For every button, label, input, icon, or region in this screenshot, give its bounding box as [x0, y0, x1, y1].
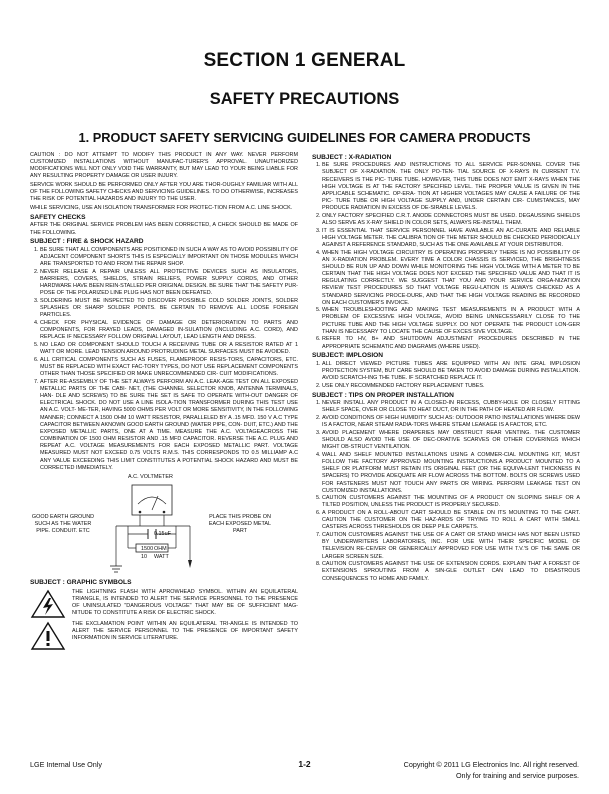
list-item: 8. CAUTION CUSTOMERS AGAINST THE USE OF EXTENSION CORDS. EXPLAIN THAT A FOREST OF EXTENSIONS SPROUTING FROM A SIN-GLE OUTLET CAN LEAD TO DISASTROUS CONSEQUENCES TO HOME AND FAMILY.	[322, 561, 580, 582]
list-item: 2. USE ONLY RECOMMENDED FACTORY REPLACEMENT TUBES.	[322, 383, 580, 390]
isolation-paragraph: WHILE SERVICING, USE AN ISOLATION TRANSFORMER FOR PROTEC-TION FROM A.C. LINE SHOCK.	[30, 205, 293, 212]
voltmeter-terminal	[163, 511, 166, 514]
right-column	[312, 152, 580, 584]
graphic-symbols-heading: SUBJECT : GRAPHIC SYMBOLS	[30, 579, 132, 587]
lightning-warning-icon	[30, 589, 66, 619]
lightning-symbol-text: THE LIGHTNING FLASH WITH APROWHEAD SYMBOL. WITHIN AN EQUILATERAL TRIANGLE, IS INTENDED TO ALERT THE SERVICE PERSONNEL TO THE PRESENCE OF UNINSULATED "DANGEROUS VOLTAGE" THAT MAY BE OF SUFFICIENT MAG-NITUDE TO CONSTITUTE A RISK OF ELECTRIC SHOCK.	[72, 588, 298, 616]
caution-paragraph: CAUTION : DO NOT ATTEMPT TO MODIFY THIS PRODUCT IN ANY WAY. NEVER PERFORM CUSTOMIZED INSTALLATIONS WITHOUT MANUFAC-TURER'S APPROVAL. UNAUTHORIZED MODIFICATIONS WILL NOT ONLY VOID THE WARRANTY, BUT MAY LEAD TO YOUR BEING LIABLE FOR ANY RESULTING PROPERTY DAMAGE OR USER INJURY.	[30, 152, 298, 180]
voltmeter-body	[132, 485, 172, 515]
list-item: 5. CAUTION CUSTOMERS AGAINST THE MOUNTING OF A PRODUCT ON SLOPING SHELF OR A TILTED POSITION, UNLESS THE PRODUCT IS PROPERLY SECURED.	[322, 495, 580, 509]
list-item: 3. SOLDERING MUST BE INSPECTED TO DISCOVER POSSIBLE COLD SOLDER JOINTS, SOLDER SPLASHES OR SHARP SOLDER POINTS. BE CERTAIN TO REMOVE ALL LOOSE FOREIGN PARTICLES.	[40, 298, 298, 319]
wattage-value: 10	[141, 553, 148, 560]
resistor-unit: OHM	[154, 545, 167, 552]
left-column	[30, 152, 298, 653]
list-item: 7. CAUTION CUSTOMERS AGAINST THE USE OF A CART OR STAND WHICH HAS NOT BEEN LISTED BY UNDERWRITERS LABORATORIES, INC. FOR USE WITH THEIR SPECIFIC MODEL OF TELEVISION RE-CEIVER OR GENERICALLY APPROVED FOR USE WITH T.V.'S OF THE SAME OR LARGER SCREEN SIZE.	[322, 532, 580, 561]
resistor-value: 1500	[141, 545, 154, 552]
guidelines-title: 1. PRODUCT SAFETY SERVICING GUIDELINES FOR CAMERA PRODUCTS	[78, 130, 531, 145]
list-item: 2. AVOID CONDITIONS OF HIGH HUMIDITY SUCH AS: OUTDOOR PATIO INSTALLATIONS WHERE DEW IS A FACTOR, NEAR STEAM RADIA-TORS WHERE STEAM LEAKAGE IS A FACTOR, ETC.	[322, 415, 580, 429]
probe-tip	[188, 560, 192, 568]
exclamation-symbol-row	[30, 621, 298, 651]
voltmeter-needle	[152, 496, 158, 510]
safety-checks-heading: SAFETY CHECKS	[30, 213, 86, 221]
installation-tips-heading: SUBJECT : TIPS ON PROPER INSTALLATION	[312, 391, 454, 399]
fire-shock-heading: SUBJECT : FIRE & SHOCK HAZARD	[30, 238, 144, 246]
list-item: 1. BE SURE THAT ALL COMPONENTS ARE POSITIONED IN SUCH A WAY AS TO AVOID POSSIBILITY OF ADJACENT COMPONENT SHORTS THIS IS ESPECIALLY IMPORTANT ON THOSE MODULES WHICH ARE TRANSPORTED TO AND FROM THE REPAIR SHOP.	[40, 247, 298, 268]
list-item: 6. ALL CRITICAL COMPONENTS SUCH AS FUSES, FLAMEPROOF RESIS-TORS, CAPACITORS, ETC. MUST BE REPLACED WITH EXACT FAC-TORY TYPES, DO NOT USE REPLACEMENT COMPONENTS OTHER THAN THOSE SPECIFIED OR MAKE UNRECOMMENDED CIR- CUIT MODIFICATIONS.	[40, 357, 298, 378]
ground-label: GOOD EARTH GROUND SUCH AS THE WATER PIPE. CONDUIT. ETC	[31, 513, 95, 534]
list-item: 4. CHECK FOR PHYSICAL EVIDENCE OF DAMAGE OR DETERIORATION TO PARTS AND COMPONENTS, FOR FRAYED LEADS, DAMAGED IN-SULATION (INCLUDING A.C. CORD), AND REPLACE IF NECESSARY FOLLOW ORIGINAL LAYOUT, LEAD LENGTH AND DRESS.	[40, 320, 298, 341]
list-item: 3. AVOID PLACEMENT WHERE DRAPERIES MAY OBSTRUCT REAR VENTING. THE CUSTOMER SHOULD ALSO AVOID THE USE OF DEC-ORATIVE SCARVES OR OTHER COVERINGS WHICH MIGHT OB-STRUCT VENTILATION.	[322, 430, 580, 451]
safety-title: SAFETY PRECAUTIONS	[209, 90, 400, 108]
voltmeter-dial	[138, 497, 166, 504]
implosion-heading: SUBJECT: IMPLOSION	[312, 352, 384, 360]
safety-checks-paragraph: AFTER THE ORIGINAL SERVICE PROBLEM HAS BEEN CORRECTED, A CHECK SHOULD BE MADE OF THE FOLLOWING.	[30, 222, 298, 236]
exclamation-warning-icon	[30, 621, 66, 651]
voltmeter-terminal	[139, 511, 142, 514]
lightning-symbol-row	[30, 589, 298, 619]
footer-internal-use: LGE Internal Use Only	[30, 760, 102, 769]
list-item: 5. WHEN TROUBLESHOOTING AND MAKING TEST MEASUREMENTS IN A PRODUCT WITH A PROBLEM OF EXCESSIVE HIGH VOLTAGE, AVOID BEING UNNECESSARILY CLOSE TO THE PICTURE TUBE AND THE HIGH VOLTAGE SUPPLY. DO NOT OPERATE THE PRODUCT LON-GER THAN IS NECESSARY TO LOCATE THE CAUSE OF EXCES SIVE VOLTAGE.	[322, 307, 580, 336]
section-title: SECTION 1 GENERAL	[203, 50, 406, 71]
list-item: 4. WALL AND SHELF MOUNTED INSTALLATIONS USING A COMMER-CIAL MOUNTING KIT, MUST FOLLOW THE FACTORY APPROVED MOUNTING INSTRUCTIONS.A PRODUCT MOUNTED TO A SHELF OR PLATFORM MUST RETAIN ITS ORIGINAL FEET (OR THE EQUIVA-LENT THICKNESS IN SPACERS) TO PROVIDE ADEQUATE AIR FLOW ACROSS THE BOTTOM. BOLTS OR SCREWS USED FOR FASTENERS MUST NOT TOUCH ANY PARTS OR WIRING. PERFORM LEAKAGE TEST ON CUSTOMIZED INSTALLATIONS.	[322, 452, 580, 495]
leakage-circuit-diagram	[98, 482, 208, 576]
xradiation-list	[312, 162, 580, 351]
list-item: 7. AFTER RE-ASSEMBLY OF THE SET ALWAYS PERFORM AN A.C. LEAK-AGE TEST ON ALL EXPOSED METALLIC PARTS OF THE CABI- NET, (THE CHANNEL SELECTOR KNOB, ANTENNA TERMINALS, HAN- DLE AND SCREWS) TO BE SURE THE SET IS SAFE TO OPERATE WITH-OUT DANGER OF ELECTRICAL SHOCK. DO NOT USE A LINE ISOLA-TION TRANSFORMER DURING THIS TEST USE AN A.C. VOLT- ME-TER, HAVING 5000 OHMS PER VOLT OR MORE SENSITIVITY, IN THE FOLLOWING MANNER; CONNECT A 1500 OHM 10 WATT RESISTOR, PARALLELED BY A .15 MFD. 150 V A.C TYPE CAPACITOR BETWEEN AKNOWN GOOD EARTH GROUND (WATER PIPE, CON- DUIT, ETC.) AND THE EXPOSED METALLIC PARTS, ONE AT A TIME. MEASURE THE A.C. VOLTAGEACROSS THE COMBINATION OF 1500 OHM RESISTOR AND .15 MFD CAPACITOR. REVERSE THE A.C. PLUG AND REPEAT A.C. VOLTAGE MEASUREMENTS FOR EACH EXPOSED METALLIC PART. VOLTAGE MEASURED MUST NOT EXCEED 0.75 VOLTS R.M.S. THIS CORRESPONDS TO 0.5 MILLIAMP A.C ANY VALUE EXCEEDING THIS LIMIT CONSTITUTES A POTENTIAL SHOCK HAZARD AND MUST BE CORRECTED IMMEDIATELY.	[40, 379, 298, 472]
leakage-test-diagram	[30, 474, 298, 578]
list-item: 6. A PRODUCT ON A ROLL-ABOUT CART SHOULD BE STABLE ON ITS MOUNTING TO THE CART. CAUTION THE CUSTOMER ON THE HAZ-ARDS OF TRYING TO ROLL A CART WITH SMALL CASTERS ACROSS THRESHOLDS OR DEEP PILE CARPETS.	[322, 510, 580, 531]
exclamation-symbol-text: THE EXCLAMATION POINT WITHIN AN EQUILATERAL TRI-ANGLE IS INTENDED TO ALERT THE SERVICE PERSONNEL TO THE PRESENCE OF IMPORTANT SAFETY INFORMATION IN SERVICE LITERATURE.	[72, 620, 298, 641]
list-item: 6. REFER TO HV, B+ AND SHUTDOWN ADJUSTMENT PROCEDURES DESCRIBED IN THE APPROPRIATE SCHEMATIC AND DIAGRAMS (WHERE USED).	[322, 336, 580, 350]
copyright-line: Copyright © 2011 LG Electronics Inc. All right reserved.	[403, 760, 579, 769]
list-item: 1. NEVER INSTALL ANY PRODUCT IN A CLOSED-IN RECESS, CUBBY-HOLE OR CLOSELY FITTING SHELF SPACE, OVER OR CLOSE TO HEAT DUCT, OR IN THE PATH OF HEATED AIR FLOW.	[322, 400, 580, 414]
training-line: Only for training and service purposes.	[455, 770, 579, 780]
list-item: 3. IT IS ESSENTIAL THAT SERVICE PERSONNEL HAVE AVAILABLE AN AC-CURATE AND RELIABLE HIGH VOLTAGE METER. THE CALIBRA TION OF THE METER SHOULD BE CHECKED PERIODICALLY AGAINST A REFERENCE STANDARD, SUCH AS THE ONE AVAILABLE AT YOUR DISTRIBUTOR.	[322, 228, 580, 249]
probe-label: PLACE THIS PROBE ON EACH EXPOSED METAL PART	[208, 513, 272, 534]
list-item: 4. WHEN THE HIGH VOLTAGE CIRCUITRY IS OPERATING PROPERLY THERE IS NO POSSIBILITY OF AN X-RADIATION PROBLEM. EVERY TIME A COLOR CHASSIS IS SERVICED, THE BRIGHTNESS SHOULD BE RUN UP AND DOWN WHILE MONITORING THE HIGH VOLTAGE WITH A METER TO BE CERTAIN THAT THE HIGH VOLTAGE DOES NOT EXCEED THE SPECIFIED VALUE AND THAT IT IS REGULATING CORRECTLY. WE SUGGEST THAT YOU AND YOUR SERVICE ORGA-NIZATION REVIEW TEST PROCEDURES SO THAT VOLTAGE REGU-LATION IS ALWAYS CHECKED AS A STANDARD SERVICING PROCE-DURE, AND THAT THE HIGH VOLTAGE READING BE RECORDED ON EACH CUSTOMER'S INVOICE.	[322, 250, 580, 307]
installation-tips-list	[312, 400, 580, 582]
list-item: 2. NEVER RELEASE A REPAIR UNLESS ALL PROTECTIVE DEVICES SUCH AS INSULATORS, BARRIERS, COVERS, SHIELDS, STRAIN RELIEFS, POWER SUPPLY CORDS, AND OTHER HARDWARE HAVE BEEN REIN-STALLED PER ORIGINAL DESIGN. BE SURE THAT THE SAFETY PUR-POSE OF THE POLARIZED LINE PLUG HAS NOT BEEN DEFEATED.	[40, 269, 298, 298]
list-item: 1. BE SURE PROCEDURES AND INSTRUCTIONS TO ALL SERVICE PER-SONNEL COVER THE SUBJECT OF X-RADIATION. THE ONLY PO-TEN- TIAL SOURCE OF X-RAYS IN CURRENT T.V. RECEIVERS IS THE PIC- TURE TUBE. HOWEVER, THIS TUBE DOES NOT EMIT X-RAYS WHEN THE HIGH VOLTAGE IS AT THE FACTORY SPECIFIED LEVEL. THE PROPER VALUE IS GIVEN IN THE APPLICABLE SCHEMATIC. OP-ERA- TION AT HIGHER VOLTAGES MAY CAUSE A FAILURE OF THE PIC- TURE TUBE OR HIGH VOLTAGE SUPPLY AND, UNDER CERTAIN CIR- CUMSTANCES, MAY PRODUCE RADIATION IN EXCESS OF DE-SIRABLE LEVELS.	[322, 162, 580, 212]
implosion-list	[312, 361, 580, 390]
page-number: 1-2	[298, 759, 311, 769]
xradiation-heading: SUBJECT : X-RADIATION	[312, 153, 392, 161]
wattage-unit: WATT	[154, 553, 169, 560]
service-paragraph: SERVICE WORK SHOULD BE PERFORMED ONLY AFTER YOU ARE THOR-OUGHLY FAMILIAR WITH ALL OF THE FOLLOWING SAFETY CHECKS AND SERVICING GUIDELINES. TO DO OTHERWISE, INCREASES THE RISK OF POTENTIAL HAZARDS AND INJURY TO THE USER.	[30, 182, 298, 203]
list-item: 1. ALL DIRECT VIEWED PICTURE TUBES ARE EQUIPPED WITH AN INTE GRAL IMPLOSION PROTECTION SYSTEM, BUT CARE SHOULD BE TAKEN TO AVOID DAMAGE DURING INSTALLATION. AVOID SCRATCH-ING THE TUBE. IF SCRATCHED REPLACE IT.	[322, 361, 580, 382]
list-item: 2. ONLY FACTORY SPECIFIED C.R.T. ANODE CONNECTORS MUST BE USED. DEGAUSSING SHIELDS ALSO SERVE AS X-RAY SHIELD IN COLOR SETS, ALWAYS RE-INSTALL THEM.	[322, 213, 580, 227]
footer-copyright	[404, 760, 579, 781]
capacitor-label: 0.15uF	[154, 530, 171, 537]
voltmeter-label: A.C. VOLTMETER	[128, 473, 173, 480]
fire-shock-list	[30, 247, 298, 472]
list-item: 5. NO LEAD OR COMPONENT SHOULD TOUCH A RECEIVING TUBE OR A RESISTOR RATED AT 1 WATT OR MORE. LEAD TENSION AROUND PROTRUDING METAL SURFACES MUST BE AVOIDED.	[40, 342, 298, 356]
